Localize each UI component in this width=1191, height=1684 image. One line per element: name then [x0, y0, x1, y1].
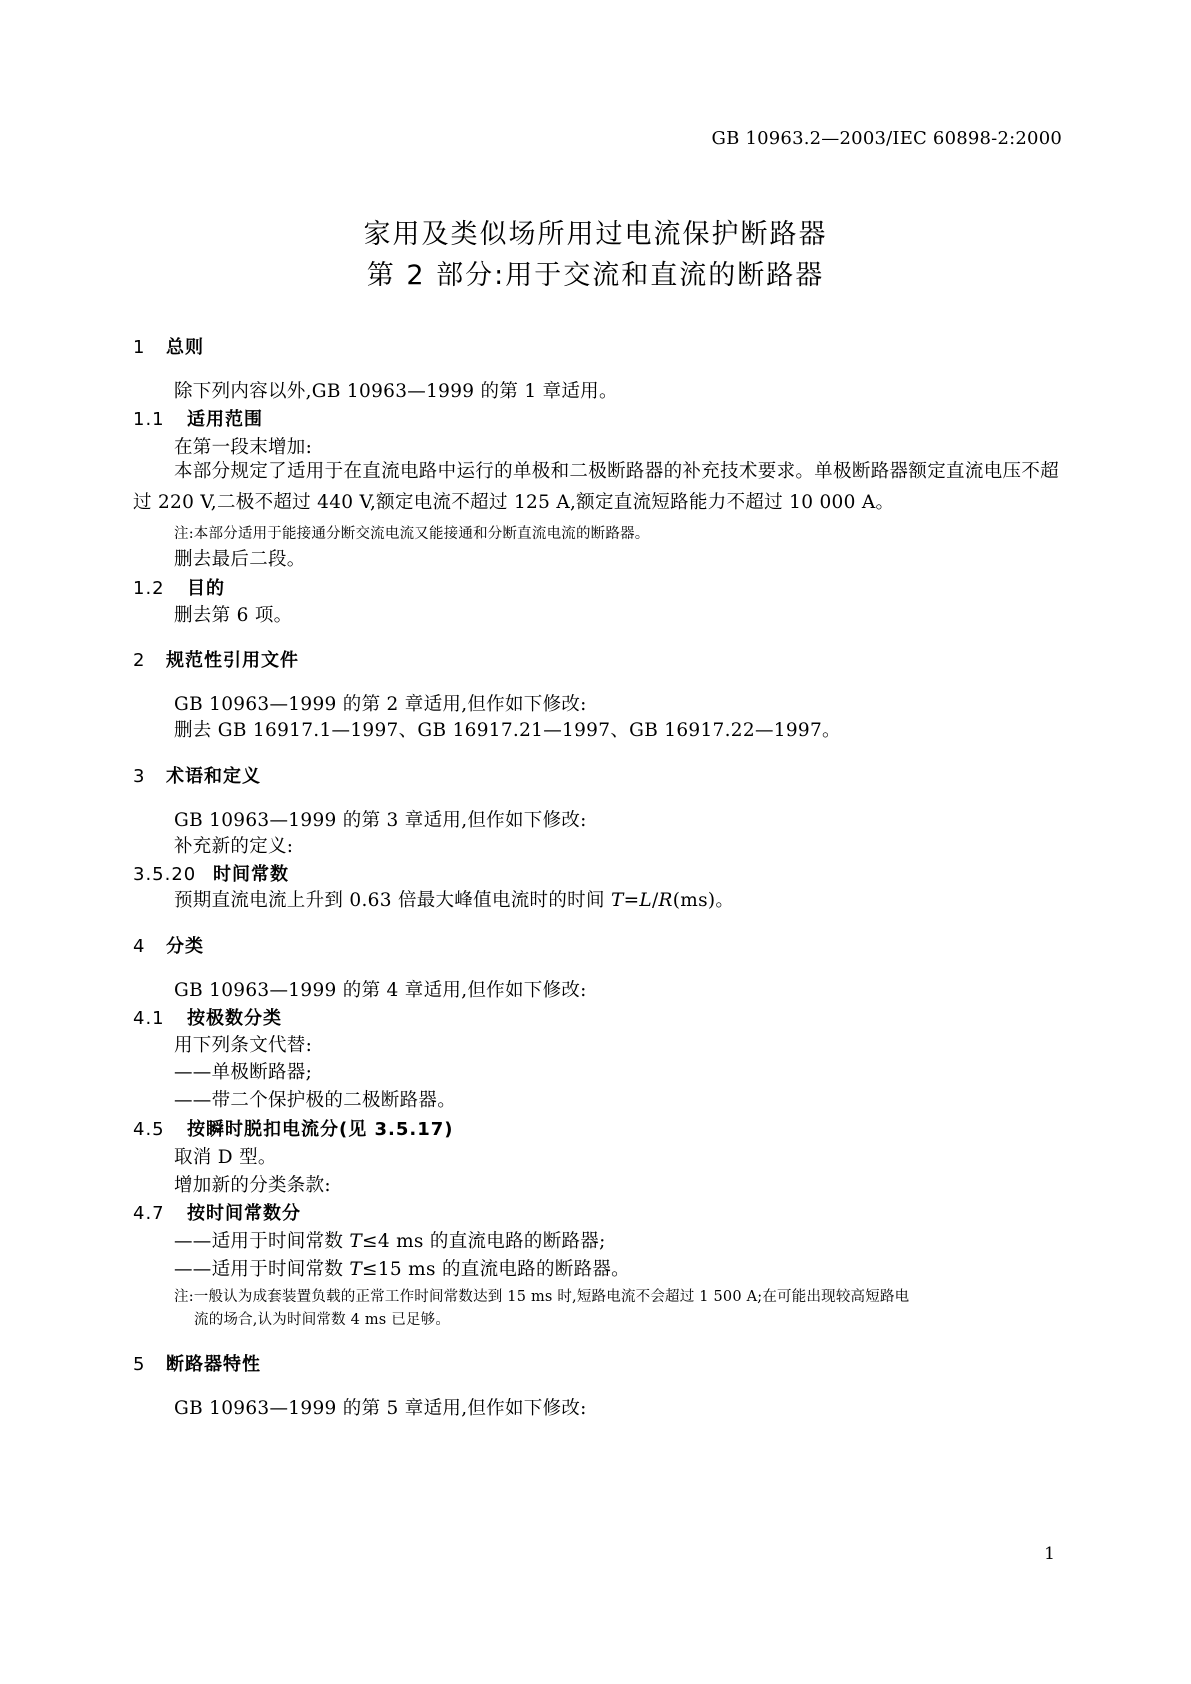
list-item: ——适用于时间常数 T≤4 ms 的直流电路的断路器;	[174, 1231, 606, 1252]
paragraph-scope: 本部分规定了适用于在直流电路中运行的单极和二极断路器的补充技术要求。单极断路器额定直流电压不超过 220 V,二极不超过 440 V,额定电流不超过 125 A,额定直流短路能力不超过 10 000 A。	[133, 461, 1059, 513]
paragraph: 取消 D 型。	[174, 1147, 277, 1168]
section-number: 5	[133, 1354, 146, 1375]
section-title: 总则	[166, 337, 204, 358]
variable-T: T	[610, 890, 624, 911]
clause-title: 按瞬时脱扣电流分(见 3.5.17)	[187, 1119, 454, 1140]
variable-T: T	[349, 1259, 363, 1280]
standard-code: GB 10963.2—2003/IEC 60898-2:2000	[711, 128, 1062, 149]
definition-paragraph: 预期直流电流上升到 0.63 倍最大峰值电流时的时间 T=L/R(ms)。	[174, 890, 735, 911]
clause-number: 4.7	[133, 1203, 165, 1224]
clause-title: 目的	[187, 578, 225, 599]
clause-title: 按极数分类	[187, 1008, 282, 1029]
paragraph: GB 10963—1999 的第 4 章适用,但作如下修改:	[174, 980, 587, 1001]
clause-title: 适用范围	[187, 409, 263, 430]
clause-number: 1.1	[133, 409, 165, 430]
section-3-heading	[133, 762, 261, 788]
paragraph: 删去 GB 16917.1—1997、GB 16917.21—1997、GB 16917.22—1997。	[174, 720, 841, 741]
variable-L: L	[639, 890, 652, 911]
section-number: 3	[133, 766, 146, 787]
paragraph: 增加新的分类条款:	[174, 1175, 331, 1196]
clause-4-5-heading	[133, 1115, 454, 1141]
section-title: 断路器特性	[166, 1354, 261, 1375]
note: 注:一般认为成套装置负载的正常工作时间常数达到 15 ms 时,短路电流不会超过 1 500 A;在可能出现较高短路电	[174, 1289, 910, 1305]
note: 注:本部分适用于能接通分断交流电流又能接通和分断直流电流的断路器。	[174, 526, 650, 542]
clause-title: 时间常数	[213, 864, 289, 885]
section-1-heading	[133, 333, 204, 359]
section-4-heading	[133, 932, 204, 958]
note-continuation: 流的场合,认为时间常数 4 ms 已足够。	[194, 1312, 451, 1328]
clause-title: 按时间常数分	[187, 1203, 301, 1224]
paragraph: 删去最后二段。	[174, 549, 306, 570]
clause-4-1-heading	[133, 1004, 282, 1030]
clause-number: 4.5	[133, 1119, 165, 1140]
section-number: 1	[133, 337, 146, 358]
clause-1-2-heading	[133, 574, 225, 600]
clause-number: 4.1	[133, 1008, 165, 1029]
section-5-heading	[133, 1350, 261, 1376]
variable-T: T	[349, 1231, 363, 1252]
paragraph: 删去第 6 项。	[174, 605, 293, 626]
list-item: ——适用于时间常数 T≤15 ms 的直流电路的断路器。	[174, 1259, 630, 1280]
section-title: 规范性引用文件	[166, 650, 299, 671]
variable-R: R	[658, 890, 673, 911]
list-item: ——单极断路器;	[174, 1062, 313, 1083]
clause-number: 3.5.20	[133, 864, 197, 885]
paragraph: GB 10963—1999 的第 2 章适用,但作如下修改:	[174, 694, 587, 715]
page-number: 1	[1044, 1544, 1055, 1564]
section-number: 2	[133, 650, 146, 671]
paragraph: GB 10963—1999 的第 5 章适用,但作如下修改:	[174, 1398, 587, 1419]
list-item: ——带二个保护极的二极断路器。	[174, 1090, 457, 1111]
clause-number: 1.2	[133, 578, 165, 599]
section-title: 术语和定义	[166, 766, 261, 787]
paragraph: GB 10963—1999 的第 3 章适用,但作如下修改:	[174, 810, 587, 831]
clause-4-7-heading	[133, 1199, 301, 1225]
paragraph: 除下列内容以外,GB 10963—1999 的第 1 章适用。	[174, 381, 618, 402]
section-title: 分类	[166, 936, 204, 957]
paragraph: 在第一段末增加:	[174, 437, 313, 458]
clause-3-5-20-heading	[133, 860, 289, 886]
doc-title-line1: 家用及类似场所用过电流保护断路器	[363, 219, 828, 250]
section-2-heading	[133, 646, 299, 672]
doc-title-line2: 第 2 部分:用于交流和直流的断路器	[366, 260, 825, 291]
clause-1-1-heading	[133, 405, 263, 431]
paragraph: 补充新的定义:	[174, 836, 294, 857]
section-number: 4	[133, 936, 146, 957]
paragraph: 用下列条文代替:	[174, 1035, 313, 1056]
